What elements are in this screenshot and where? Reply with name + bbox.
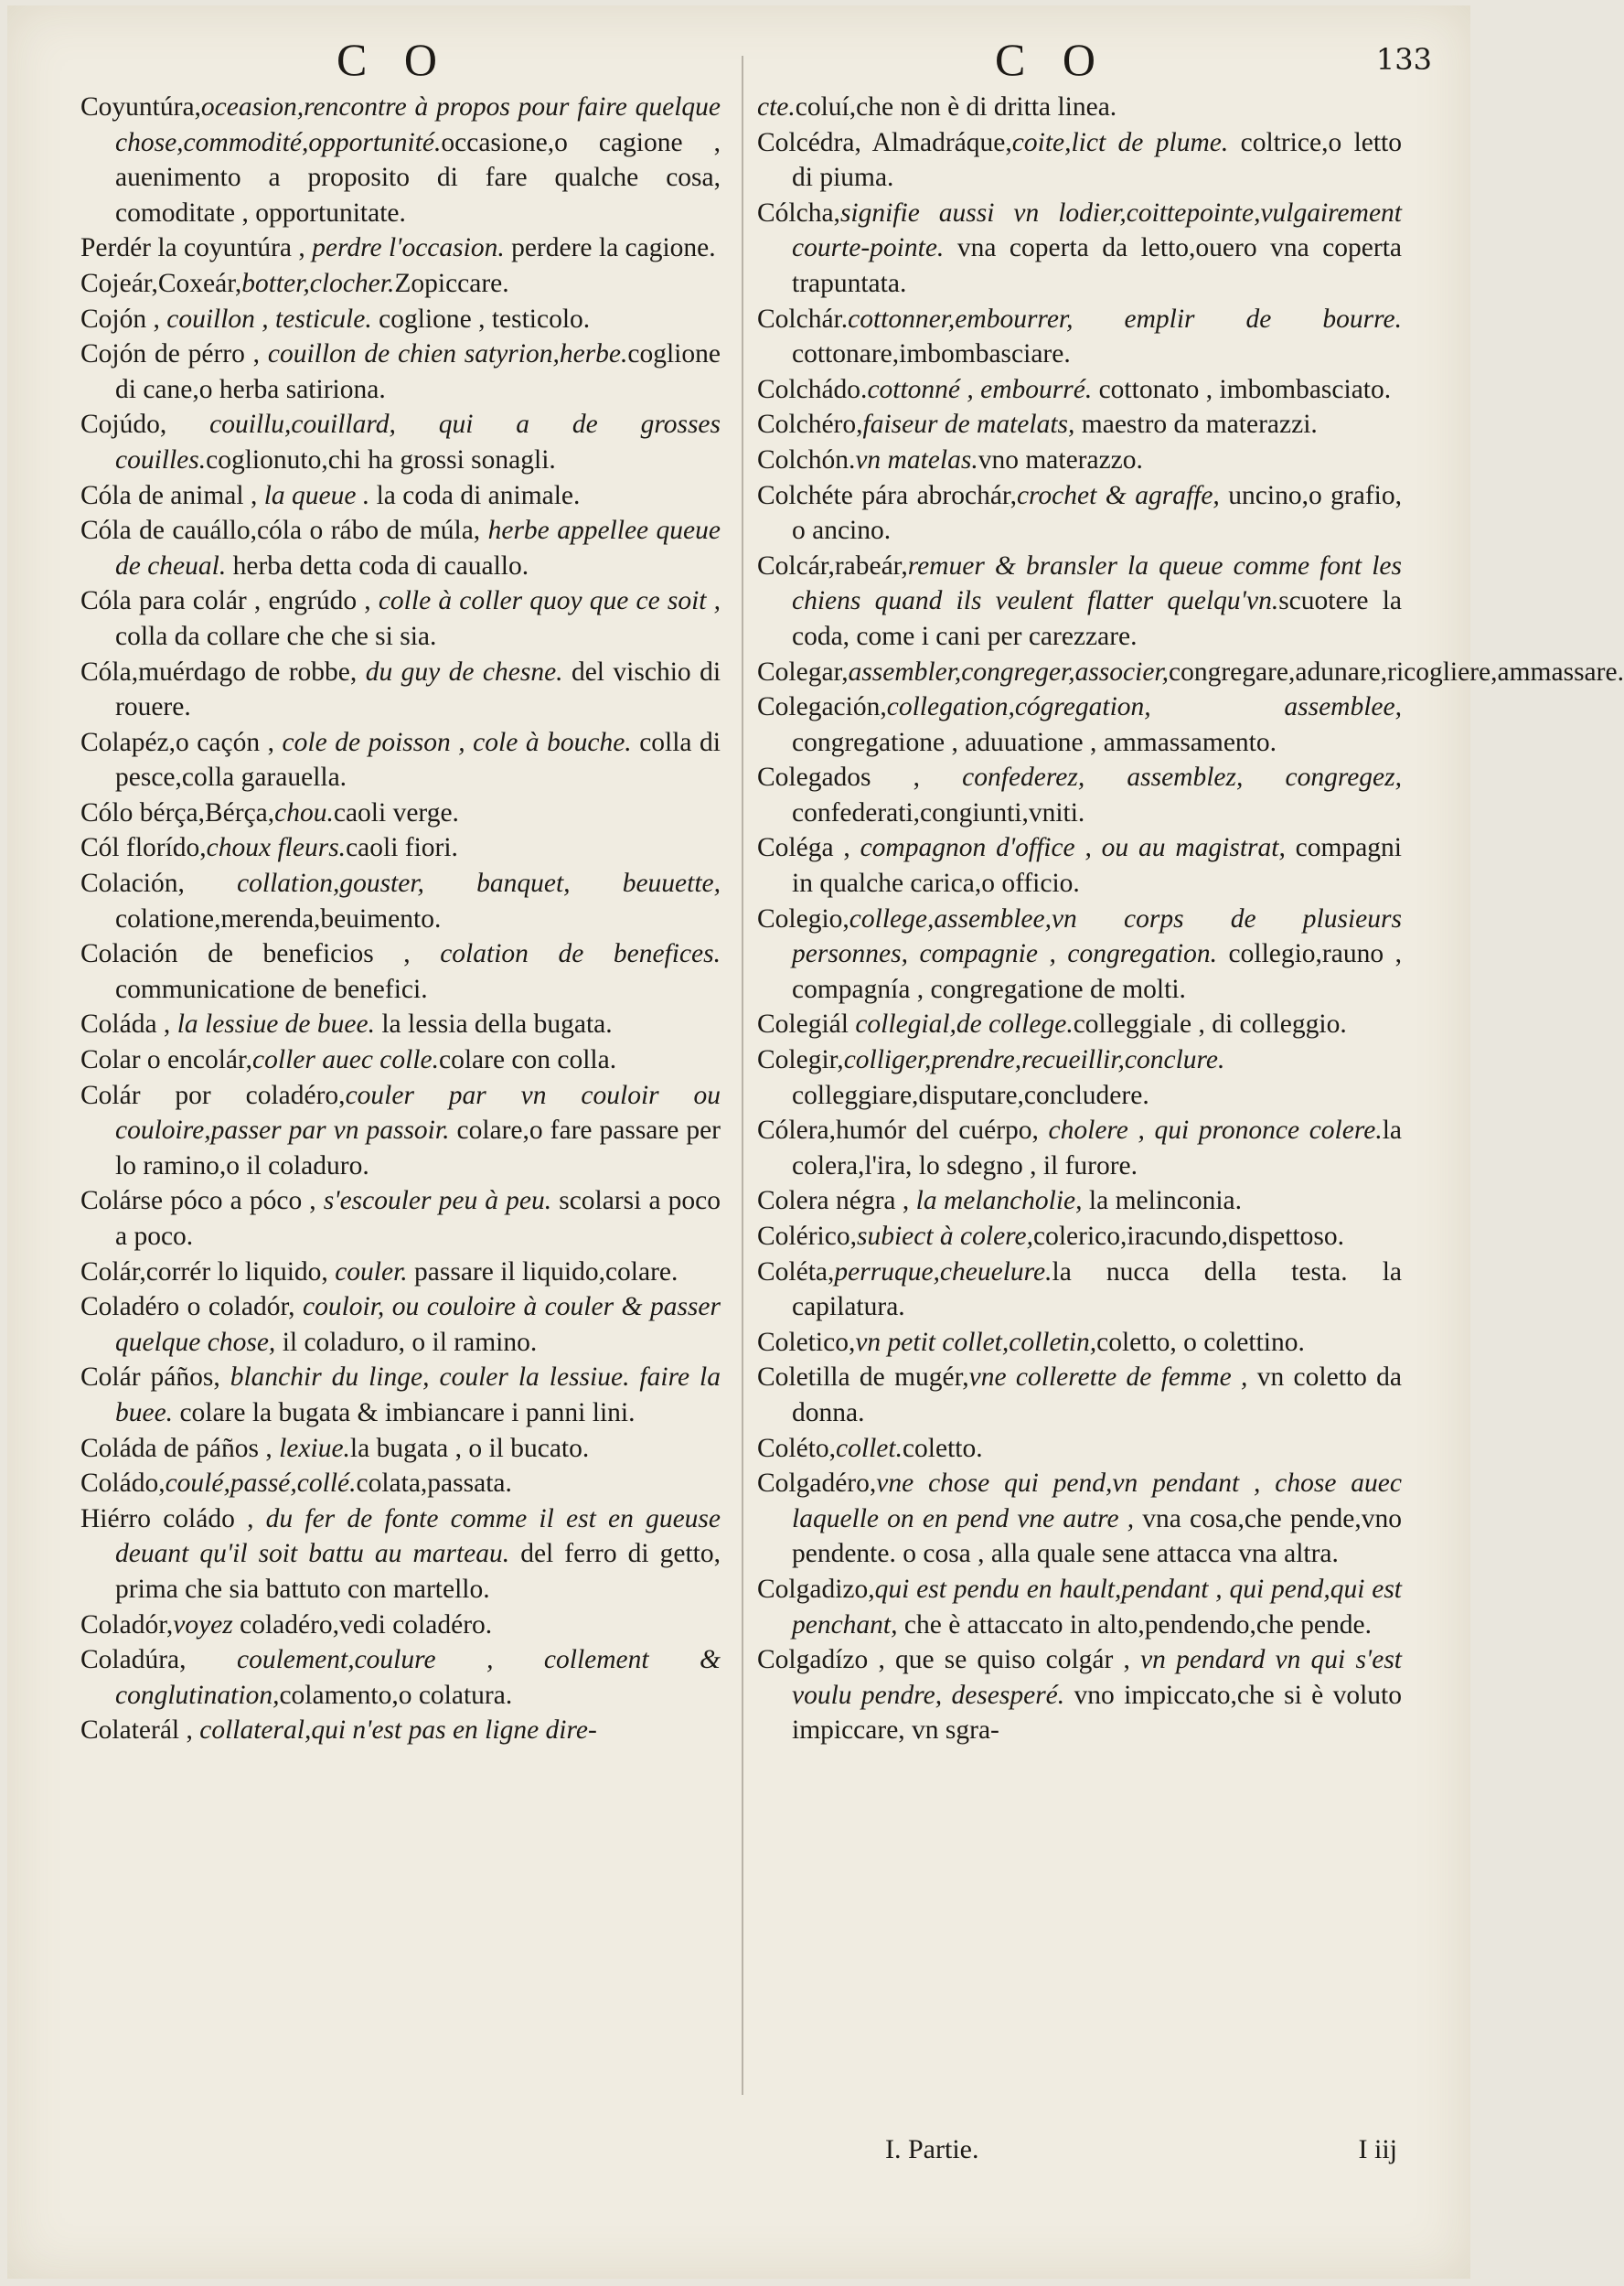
- italian-gloss: coglionuto,chi ha grossi sonagli.: [206, 444, 556, 475]
- right-column: [757, 90, 1624, 1748]
- french-gloss: lexiue.: [279, 1433, 350, 1463]
- dictionary-entry: [80, 1042, 721, 1078]
- french-gloss: couillon de chien satyrion,herbe.: [267, 339, 628, 369]
- italian-gloss: congregatione , aduuatione , ammassamento.: [792, 727, 1277, 757]
- dictionary-entry: [757, 655, 1624, 690]
- headword: Colación de beneficios ,: [80, 939, 441, 969]
- french-gloss: coller auec colle.: [252, 1045, 439, 1075]
- dictionary-entry: [757, 125, 1402, 196]
- headword: Cojón ,: [80, 304, 167, 334]
- dictionary-entry: [80, 1466, 721, 1501]
- french-gloss: coite,lict de plume.: [1011, 127, 1229, 157]
- dictionary-entry: [757, 1360, 1402, 1430]
- french-gloss: coulé,passé,collé.: [165, 1469, 357, 1499]
- french-gloss: botter,clocher.: [241, 268, 395, 298]
- headword: Coléga ,: [757, 833, 860, 863]
- french-gloss: du guy de chesne.: [365, 657, 563, 687]
- french-gloss: perdre l'occasion.: [312, 233, 505, 263]
- italian-gloss: del vischio di rouere.: [115, 657, 721, 722]
- italian-gloss: la nucca della testa. la capilatura.: [792, 1256, 1402, 1322]
- italian-gloss: scuotere la coda, come i cani per carezzare.: [792, 586, 1402, 651]
- french-gloss: cottonné , embourré.: [867, 374, 1093, 404]
- italian-gloss: caoli verge.: [333, 797, 459, 828]
- french-gloss: couillu,couillard, qui a de grosses couilles.: [115, 410, 721, 475]
- headword: Cojeár,Coxeár,: [80, 268, 242, 298]
- dictionary-entry: [757, 1042, 1402, 1113]
- dictionary-entry: [757, 549, 1402, 655]
- headword: Cojúdo,: [80, 410, 210, 440]
- dictionary-entry: [80, 478, 721, 514]
- italian-gloss: colla da collare che che si sia.: [115, 621, 437, 651]
- italian-gloss: la colera,l'ira, lo sdegno , il furore.: [792, 1116, 1402, 1180]
- italian-gloss: Zopiccare.: [394, 268, 509, 298]
- signature-mark: I iij: [1358, 2134, 1397, 2164]
- french-gloss: couler par vn couloir ou couloire,passer par vn passoir.: [115, 1080, 721, 1146]
- headword: Colchéro,: [757, 410, 863, 440]
- italian-gloss: vno materazzo.: [978, 444, 1143, 475]
- dictionary-entry: [80, 1608, 721, 1643]
- headword: Cólo bérça,Bérça,: [80, 797, 275, 828]
- french-gloss: la lessiue de buee.: [176, 1009, 375, 1040]
- italian-gloss: confederati,congiunti,vniti.: [792, 797, 1085, 828]
- dictionary-entry: [80, 1431, 721, 1467]
- dictionary-entry: [757, 302, 1402, 372]
- french-gloss: herbe appellee queue de cheual.: [115, 516, 721, 581]
- french-gloss: cottonner,embourrer, emplir de bourre.: [848, 304, 1402, 334]
- dictionary-entry: [80, 1642, 721, 1713]
- italian-gloss: la coda di animale.: [369, 480, 581, 510]
- headword: Cóla para colár , engrúdo ,: [80, 586, 379, 616]
- left-column: [80, 90, 721, 1748]
- french-gloss: collegial,de college.: [855, 1009, 1074, 1040]
- headword: Cóla,muérdago de robbe,: [80, 657, 366, 687]
- headword: Colegio,: [757, 903, 849, 934]
- french-gloss: collateral,qui n'est pas en ligne dire-: [199, 1715, 597, 1746]
- headword: Coyuntúra,: [80, 92, 201, 122]
- italian-gloss: colare,o fare passare per lo ramino,o il coladuro.: [115, 1116, 721, 1180]
- french-gloss: vn matelas.: [855, 444, 978, 475]
- headword: Colegar,: [757, 657, 849, 687]
- italian-gloss: coluí,che non è di dritta linea.: [795, 92, 1117, 122]
- dictionary-entry: [757, 196, 1402, 302]
- dictionary-entry: [757, 1183, 1402, 1219]
- french-gloss: qui est pendu en hault,pendant , qui pend,qui est penchant,: [792, 1574, 1402, 1640]
- italian-gloss: cottonare,imbombasciare.: [792, 339, 1071, 369]
- headword: Coletico,: [757, 1327, 856, 1357]
- french-gloss: collation,gouster, banquet, beuuette,: [237, 869, 721, 899]
- headword: Cóla de cauállo,cóla o rábo de múla,: [80, 516, 488, 546]
- dictionary-entry: [80, 1078, 721, 1184]
- french-gloss: college,assemblee,vn corps de plusieurs personnes, compagnie , congregation.: [792, 903, 1402, 969]
- french-gloss: couloir, ou couloire à couler & passer quelque chose,: [115, 1292, 721, 1357]
- french-gloss: la queue .: [263, 480, 370, 510]
- dictionary-entry: [80, 866, 721, 936]
- dictionary-entry: [80, 407, 721, 477]
- french-gloss: vne chose qui pend,vn pendant , chose auec laquelle on en pend vne autre ,: [792, 1469, 1402, 1533]
- dictionary-entry: [80, 90, 721, 230]
- dictionary-page: [7, 5, 1624, 2279]
- italian-gloss: coglione di cane,o herba satiriona.: [115, 339, 721, 404]
- dictionary-entry: [80, 266, 721, 302]
- dictionary-entry: [80, 1255, 721, 1290]
- french-gloss: perruque,cheuelure.: [834, 1256, 1052, 1287]
- headword: Colchádo.: [757, 374, 868, 404]
- page-footer: [885, 2134, 1397, 2165]
- headword: Colgadéro,: [757, 1469, 877, 1499]
- french-gloss: collegation,cógregation, assemblee,: [886, 692, 1402, 722]
- french-gloss: colation de benefices.: [440, 939, 721, 969]
- headword: Cóla de animal ,: [80, 480, 264, 510]
- running-head-right: C O: [995, 34, 1108, 85]
- headword: Colgadízo , que se quiso colgár ,: [757, 1645, 1141, 1675]
- french-gloss: cte.: [757, 92, 796, 122]
- dictionary-entry: [80, 1289, 721, 1360]
- dictionary-entry: [80, 936, 721, 1007]
- italian-gloss: vn coletto da donna.: [792, 1362, 1402, 1427]
- headword: Coléta,: [757, 1256, 835, 1287]
- dictionary-entry: [757, 830, 1402, 901]
- french-gloss: choux fleurs.: [206, 833, 347, 863]
- italian-gloss: colata,passata.: [356, 1469, 512, 1499]
- headword: Coletilla de mugér,: [757, 1362, 969, 1393]
- page-number: 133: [1375, 42, 1432, 77]
- headword: Colgadizo,: [757, 1574, 875, 1604]
- headword: Colár,corrér lo liquido,: [80, 1256, 336, 1287]
- dictionary-entry: [80, 1183, 721, 1254]
- italian-gloss: coladéro,vedi coladéro.: [232, 1609, 493, 1640]
- italian-gloss: che è attaccato in alto,pendendo,che pende.: [897, 1609, 1372, 1640]
- headword: Colcár,rabeár,: [757, 550, 908, 581]
- french-gloss: s'escouler peu à peu.: [323, 1186, 552, 1216]
- french-gloss: colliger,prendre,recueillir,conclure.: [843, 1045, 1225, 1075]
- dictionary-entry: [80, 583, 721, 654]
- italian-gloss: coglione , testicolo.: [371, 304, 591, 334]
- dictionary-entry: [757, 90, 1402, 125]
- headword: Perdér la coyuntúra ,: [80, 233, 313, 263]
- headword: Colegación,: [757, 692, 887, 722]
- headword: Colegir,: [757, 1045, 844, 1075]
- dictionary-entry: [757, 1572, 1402, 1642]
- headword: Cojón de pérro ,: [80, 339, 268, 369]
- italian-gloss: occasione,o cagione , auenimento a proposito di fare qualche cosa, comoditate , opportunitate.: [115, 127, 721, 228]
- french-gloss: collet.: [836, 1433, 903, 1463]
- italian-gloss: passare il liquido,colare.: [407, 1256, 678, 1287]
- part-label: I. Partie.: [885, 2134, 979, 2164]
- italian-gloss: vno impiccato,che si è voluto impiccare, vn sgra-: [792, 1680, 1402, 1746]
- dictionary-entry: [757, 902, 1402, 1008]
- italian-gloss: colare con colla.: [439, 1045, 617, 1075]
- french-gloss: signifie aussi vn lodier,coittepointe,vulgairement courte-pointe.: [792, 198, 1402, 263]
- dictionary-entry: [757, 407, 1402, 443]
- italian-gloss: caoli fiori.: [346, 833, 458, 863]
- dictionary-entry: [80, 796, 721, 831]
- dictionary-entry: [80, 513, 721, 583]
- headword: Colár páños,: [80, 1362, 230, 1393]
- italian-gloss: colla di pesce,colla garauella.: [115, 727, 721, 793]
- dictionary-entry: [757, 1466, 1402, 1572]
- dictionary-entry: [757, 760, 1402, 830]
- italian-gloss: cottonato , imbombasciato.: [1092, 374, 1392, 404]
- italian-gloss: colatione,merenda,beuimento.: [115, 903, 442, 934]
- italian-gloss: coletto.: [902, 1433, 983, 1463]
- french-gloss: subiect à colere,: [856, 1222, 1034, 1251]
- headword: Colación,: [80, 869, 238, 899]
- dictionary-entry: [80, 725, 721, 796]
- headword: Hiérro coládo ,: [80, 1503, 266, 1533]
- italian-gloss: la melinconia.: [1082, 1186, 1243, 1216]
- italian-gloss: perdere la cagione.: [504, 233, 716, 263]
- italian-gloss: collegio,rauno , compagnía , congregatione de molti.: [792, 939, 1402, 1004]
- italian-gloss: maestro da materazzi.: [1074, 410, 1318, 440]
- headword: Colchón.: [757, 444, 856, 475]
- french-gloss: coulement,coulure , collement & conglutination,: [115, 1645, 721, 1710]
- dictionary-entry: [757, 478, 1402, 549]
- dictionary-entry: [757, 1007, 1402, 1042]
- italian-gloss: scolarsi a poco a poco.: [115, 1186, 721, 1251]
- headword: Coládo,: [80, 1469, 166, 1499]
- headword: Colchéte pára abrochár,: [757, 480, 1017, 510]
- dictionary-entry: [80, 1007, 721, 1042]
- headword: Colegados ,: [757, 763, 963, 793]
- italian-gloss: colerico,iracundo,dispettoso.: [1033, 1222, 1344, 1251]
- italian-gloss: coletto, o colettino.: [1096, 1327, 1305, 1357]
- italian-gloss: uncino,o grafio, o ancino.: [792, 480, 1402, 546]
- headword: Colar o encolár,: [80, 1045, 253, 1075]
- headword: Colaterál ,: [80, 1715, 200, 1746]
- french-gloss: cole de poisson , cole à bouche.: [282, 727, 632, 757]
- dictionary-entry: [757, 1642, 1402, 1748]
- dictionary-entry: [80, 1501, 721, 1608]
- headword: Coladór,: [80, 1609, 174, 1640]
- italian-gloss: congregare,adunare,ricogliere,ammassare.: [1169, 657, 1624, 687]
- headword: Coladúra,: [80, 1645, 237, 1675]
- column-divider: [742, 56, 743, 2095]
- french-gloss: vn pendard vn qui s'est voulu pendre, desesperé.: [792, 1645, 1402, 1710]
- italian-gloss: herba detta coda di cauallo.: [226, 550, 529, 581]
- french-gloss: blanchir du linge, couler la lessiue. faire la buee.: [115, 1362, 721, 1427]
- italian-gloss: vna cosa,che pende,vno pendente. o cosa , alla quale sene attacca vna altra.: [792, 1503, 1402, 1569]
- french-gloss: la melancholie,: [915, 1186, 1083, 1216]
- french-gloss: remuer & bransler la queue comme font les chiens quand ils veulent flatter quelqu'vn.: [792, 550, 1402, 616]
- headword: Coléto,: [757, 1433, 837, 1463]
- french-gloss: du fer de fonte comme il est en gueuse deuant qu'il soit battu au marteau.: [115, 1503, 721, 1569]
- dictionary-entry: [757, 689, 1402, 760]
- headword: Colegiál: [757, 1009, 856, 1040]
- french-gloss: voyez: [173, 1609, 233, 1640]
- dictionary-entry: [757, 1431, 1402, 1467]
- french-gloss: oceasion,rencontre à propos pour faire quelque chose,commodité,opportunité.: [115, 92, 721, 157]
- italian-gloss: colamento,o colatura.: [279, 1680, 513, 1710]
- french-gloss: crochet & agraffe,: [1016, 480, 1220, 510]
- french-gloss: confederez, assemblez, congregez,: [962, 763, 1402, 793]
- dictionary-entry: [757, 372, 1402, 408]
- headword: Cól florído,: [80, 833, 207, 863]
- headword: Coláda ,: [80, 1009, 177, 1040]
- french-gloss: vn petit collet,colletin,: [855, 1327, 1097, 1357]
- italian-gloss: la lessia della bugata.: [374, 1009, 613, 1040]
- dictionary-entry: [80, 336, 721, 407]
- french-gloss: vne collerette de femme ,: [968, 1362, 1248, 1393]
- french-gloss: colle à coller quoy que ce soit ,: [378, 586, 721, 616]
- headword: Coladéro o coladór,: [80, 1292, 303, 1322]
- headword: Colárse póco a póco ,: [80, 1186, 324, 1216]
- running-head-left: C O: [337, 34, 450, 85]
- french-gloss: couler.: [335, 1256, 408, 1287]
- headword: Cólera,humór del cuérpo,: [757, 1116, 1049, 1146]
- italian-gloss: vna coperta da letto,ouero vna coperta trapuntata.: [792, 233, 1402, 298]
- italian-gloss: il coladuro, o il ramino.: [275, 1327, 538, 1357]
- headword: Colapéz,o caçón ,: [80, 727, 283, 757]
- italian-gloss: colleggiare,disputare,concludere.: [792, 1080, 1149, 1110]
- dictionary-entry: [757, 1113, 1402, 1183]
- french-gloss: faiseur de matelats,: [862, 410, 1075, 440]
- italian-gloss: del ferro di getto, prima che sia battuto con martello.: [115, 1539, 721, 1604]
- headword: Colár por coladéro,: [80, 1080, 346, 1110]
- italian-gloss: la bugata , o il bucato.: [349, 1433, 590, 1463]
- headword: Coláda de páños ,: [80, 1433, 280, 1463]
- french-gloss: couillon , testicule.: [166, 304, 372, 334]
- dictionary-entry: [80, 1713, 721, 1748]
- dictionary-entry: [80, 655, 721, 725]
- dictionary-entry: [80, 230, 721, 266]
- headword: Colcédra, Almadráque,: [757, 127, 1012, 157]
- dictionary-entry: [757, 1255, 1402, 1325]
- italian-gloss: coltrice,o letto di piuma.: [792, 127, 1403, 193]
- dictionary-entry: [757, 1325, 1402, 1361]
- italian-gloss: compagni in qualche carica,o officio.: [792, 833, 1402, 899]
- italian-gloss: colare la bugata & imbiancare i panni lini.: [173, 1397, 636, 1427]
- headword: Colera négra ,: [757, 1186, 916, 1216]
- french-gloss: compagnon d'office , ou au magistrat,: [860, 833, 1286, 863]
- headword: Colchár.: [757, 304, 849, 334]
- dictionary-entry: [757, 1219, 1402, 1255]
- dictionary-entry: [80, 830, 721, 866]
- dictionary-entry: [80, 302, 721, 337]
- dictionary-entry: [757, 443, 1402, 478]
- french-gloss: assembler,congreger,associer,: [848, 657, 1169, 687]
- french-gloss: chou.: [274, 797, 334, 828]
- italian-gloss: colleggiale , di colleggio.: [1073, 1009, 1347, 1040]
- headword: Colérico,: [757, 1222, 857, 1251]
- italian-gloss: communicatione de benefici.: [115, 974, 428, 1004]
- dictionary-entry: [80, 1360, 721, 1430]
- headword: Cólcha,: [757, 198, 840, 228]
- french-gloss: cholere , qui prononce colere.: [1048, 1116, 1383, 1146]
